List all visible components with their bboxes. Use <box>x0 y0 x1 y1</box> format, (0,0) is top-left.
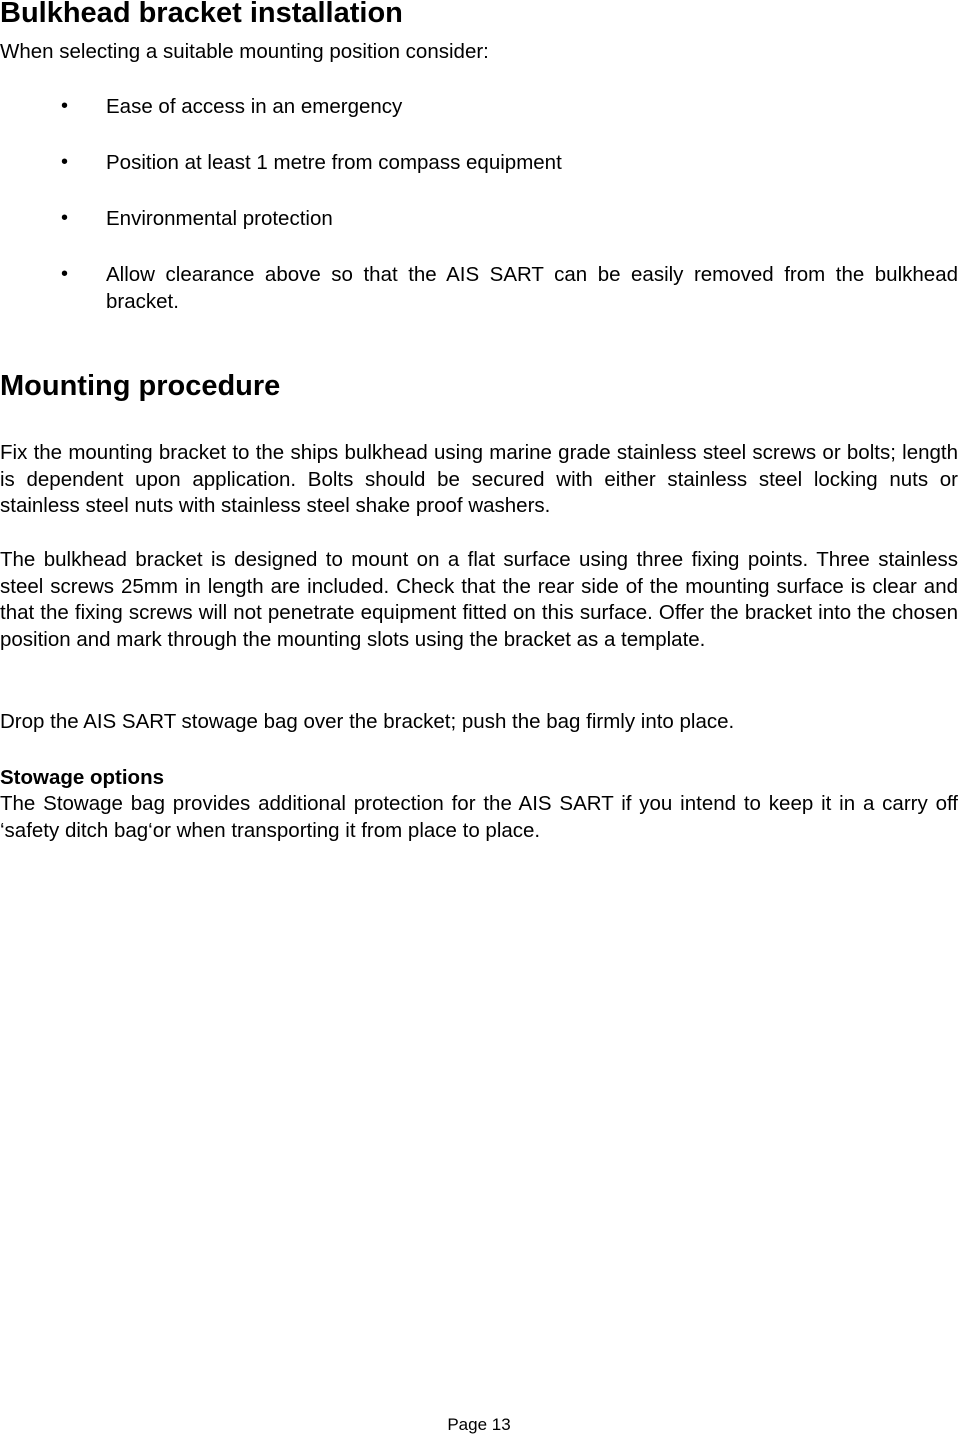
bullet-icon: • <box>61 207 69 229</box>
paragraph-bracket-design: The bulkhead bracket is designed to mount on a flat surface using three fixing points. Three stainless steel screws 25mm in length are included. Check that the rear side of the mounting surface is clear and that the fixing screws will not penetrate equipment fitted on this surface. Offer the bracket into the chosen position and mark through the mounting slots using the bracket as a template. <box>0 548 958 652</box>
list-item-text: Ease of access in an emergency <box>106 95 403 118</box>
list-item-text: Allow clearance above so that the AIS SART can be easily removed from the bulkhead bracket. <box>106 263 958 313</box>
list-item <box>0 261 958 315</box>
considerations-list <box>0 93 958 344</box>
paragraph-fixing: Fix the mounting bracket to the ships bulkhead using marine grade stainless steel screws or bolts; length is dependent upon application. Bolts should be secured with either stainless steel locking nuts or stainless steel nuts with stainless steel shake proof washers. <box>0 441 958 518</box>
bullet-icon: • <box>61 95 69 117</box>
list-item-text: Position at least 1 metre from compass equipment <box>106 151 562 174</box>
page-number: Page 13 <box>447 1415 511 1434</box>
bullet-icon: • <box>61 263 69 285</box>
list-item <box>0 205 958 232</box>
heading-mounting-procedure: Mounting procedure <box>0 370 281 402</box>
intro-text: When selecting a suitable mounting position consider: <box>0 40 489 63</box>
paragraph-stowage-bag: Drop the AIS SART stowage bag over the bracket; push the bag firmly into place. <box>0 710 735 733</box>
list-item <box>0 149 958 176</box>
list-item <box>0 93 958 120</box>
heading-bulkhead-bracket-installation: Bulkhead bracket installation <box>0 0 403 29</box>
heading-stowage-options: Stowage options <box>0 766 164 789</box>
list-item-text: Environmental protection <box>106 207 333 230</box>
paragraph-stowage-options: The Stowage bag provides additional protection for the AIS SART if you intend to keep it in a carry off ‘safety ditch bag‘or when transporting it from place to place. <box>0 792 958 842</box>
bullet-icon: • <box>61 151 69 173</box>
